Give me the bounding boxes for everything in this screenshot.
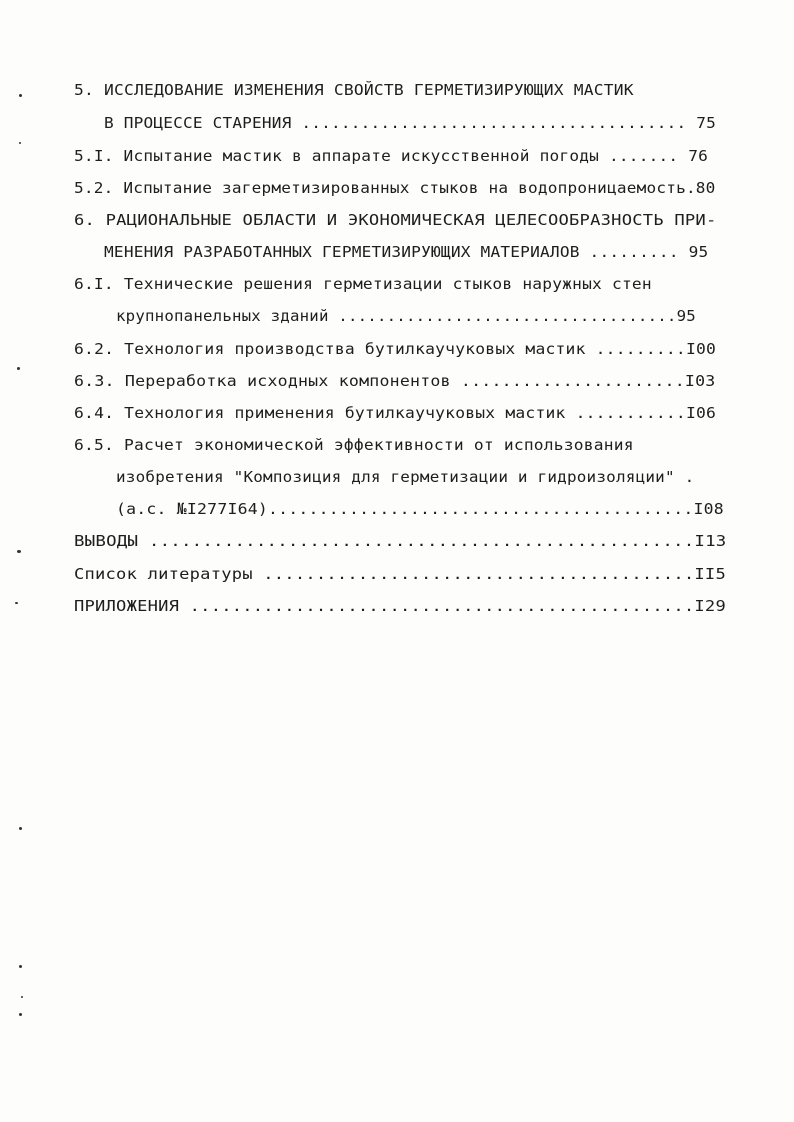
toc-section-6-5-continuation-2: (а.с. №I277I64)..........................................I08 bbox=[116, 500, 724, 518]
scan-speck bbox=[19, 1013, 22, 1016]
toc-section-6-5-continuation-1: изобретения "Композиция для герметизации и гидроизоляции" . bbox=[116, 468, 695, 486]
toc-section-6-5: 6.5. Расчет экономической эффективности от использования bbox=[74, 436, 634, 454]
scan-speck bbox=[19, 94, 22, 97]
scan-speck bbox=[19, 965, 22, 968]
toc-section-6-1-continuation: крупнопанельных зданий ...................................95 bbox=[116, 307, 696, 325]
toc-section-6-2: 6.2. Технология производства бутилкаучуковых мастик .........I00 bbox=[74, 340, 717, 358]
scan-speck bbox=[19, 827, 22, 830]
toc-chapter-6: 6. РАЦИОНАЛЬНЫЕ ОБЛАСТИ И ЭКОНОМИЧЕСКАЯ ЦЕЛЕСООБРАЗНОСТЬ ПРИ- bbox=[74, 211, 717, 229]
scan-speck bbox=[17, 367, 20, 370]
toc-references: Список литературы .........................................II5 bbox=[74, 565, 726, 583]
scan-speck bbox=[21, 996, 23, 998]
scan-speck bbox=[19, 142, 21, 144]
toc-chapter-6-continuation: МЕНЕНИЯ РАЗРАБОТАННЫХ ГЕРМЕТИЗИРУЮЩИХ МАТЕРИАЛОВ ......... 95 bbox=[104, 243, 709, 261]
toc-chapter-5: 5. ИССЛЕДОВАНИЕ ИЗМЕНЕНИЯ СВОЙСТВ ГЕРМЕТИЗИРУЮЩИХ МАСТИК bbox=[74, 81, 634, 99]
toc-section-5-2: 5.2. Испытание загерметизированных стыков на водопроницаемость.80 bbox=[74, 179, 716, 197]
scan-speck bbox=[15, 602, 18, 604]
toc-section-5-1: 5.I. Испытание мастик в аппарате искусственной погоды ....... 76 bbox=[74, 147, 709, 165]
toc-appendices: ПРИЛОЖЕНИЯ ................................................I29 bbox=[74, 597, 726, 615]
toc-chapter-5-continuation: В ПРОЦЕССЕ СТАРЕНИЯ ....................................... 75 bbox=[104, 114, 716, 132]
toc-section-6-4: 6.4. Технология применения бутилкаучуковых мастик ...........I06 bbox=[74, 404, 717, 422]
scan-speck bbox=[17, 550, 21, 553]
toc-section-6-1: 6.I. Технические решения герметизации стыков наружных стен bbox=[74, 275, 652, 293]
toc-section-6-3: 6.3. Переработка исходных компонентов ......................I03 bbox=[74, 372, 716, 390]
toc-conclusions: ВЫВОДЫ ...................................................I13 bbox=[74, 532, 727, 550]
